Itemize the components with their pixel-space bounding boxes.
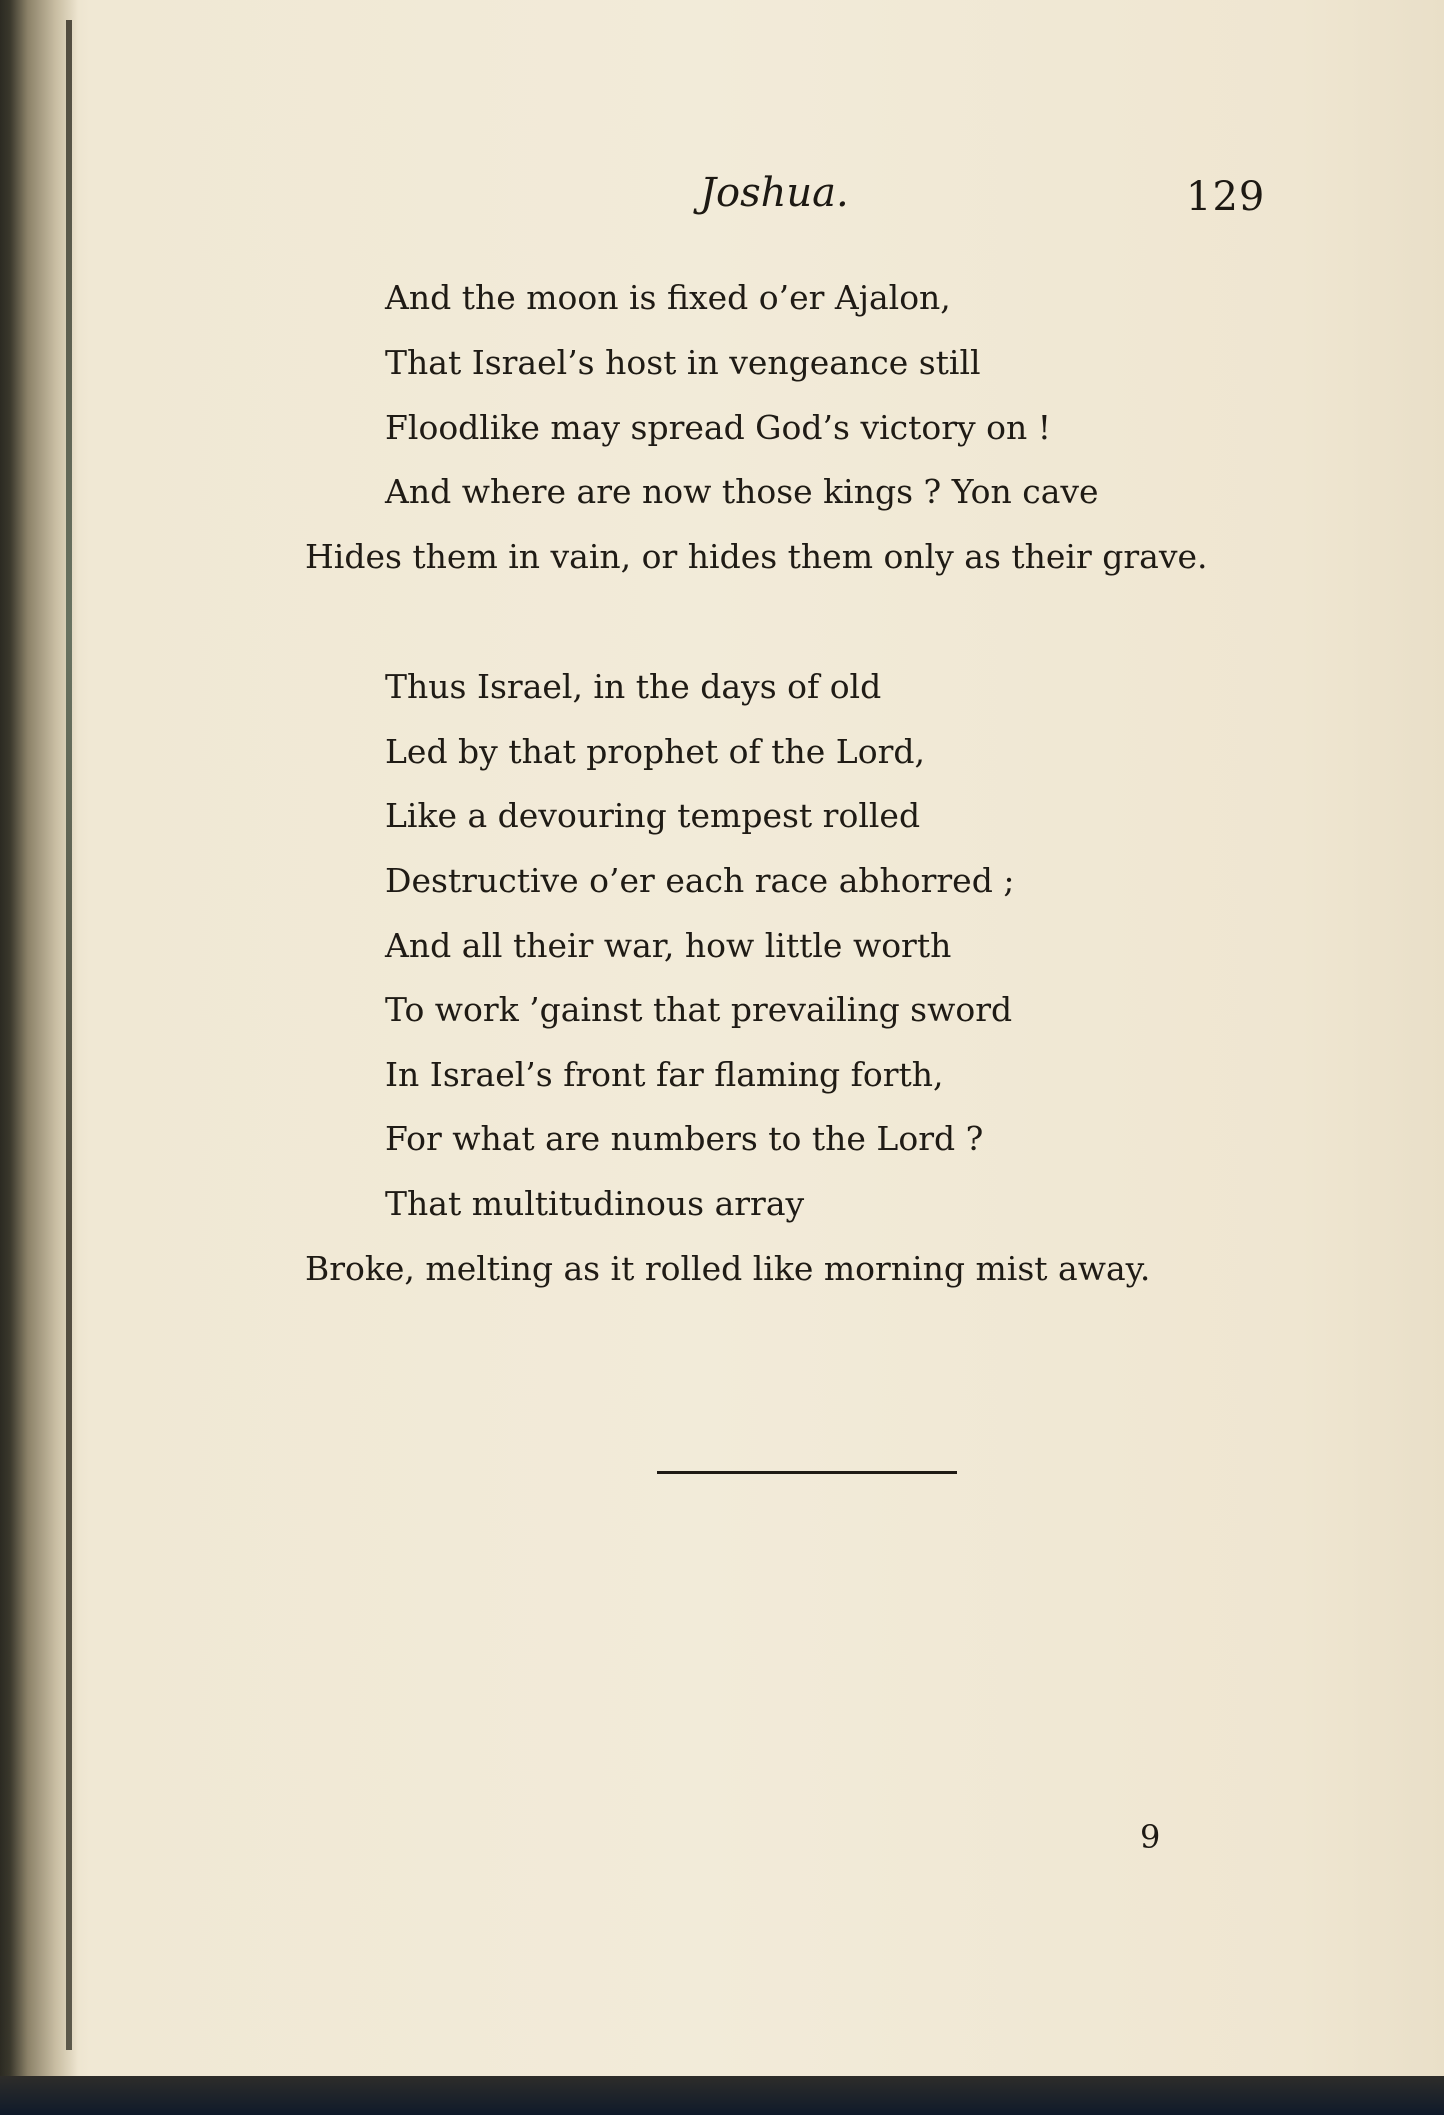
poem-line: And the moon is fixed o’er Ajalon, <box>385 278 951 317</box>
poem-line: Destructive o’er each race abhorred ; <box>385 861 1015 900</box>
page-number: 129 <box>1186 174 1266 220</box>
poem-line: And where are now those kings ? Yon cave <box>385 472 1099 511</box>
signature-mark: 9 <box>1140 1818 1161 1856</box>
poem-line: In Israel’s front far flaming forth, <box>385 1055 944 1094</box>
poem-line: Thus Israel, in the days of old <box>385 667 882 706</box>
poem-line: That multitudinous array <box>385 1184 805 1223</box>
poem-line: To work ’gainst that prevailing sword <box>385 990 1013 1029</box>
poem-line: Hides them in vain, or hides them only as their grave. <box>305 537 1208 576</box>
poem-line: Led by that prophet of the Lord, <box>385 732 925 771</box>
scan-bottom-edge <box>0 2076 1444 2115</box>
poem-line: For what are numbers to the Lord ? <box>385 1119 984 1158</box>
poem-line: Floodlike may spread God’s victory on ! <box>385 408 1052 447</box>
poem-line: That Israel’s host in vengeance still <box>385 343 981 382</box>
poem-line: And all their war, how little worth <box>385 926 952 965</box>
poem-line: Like a devouring tempest rolled <box>385 796 921 835</box>
section-rule <box>657 1471 957 1474</box>
poem-line: Broke, melting as it rolled like morning mist away. <box>305 1249 1151 1288</box>
running-head-title: Joshua. <box>700 170 849 216</box>
